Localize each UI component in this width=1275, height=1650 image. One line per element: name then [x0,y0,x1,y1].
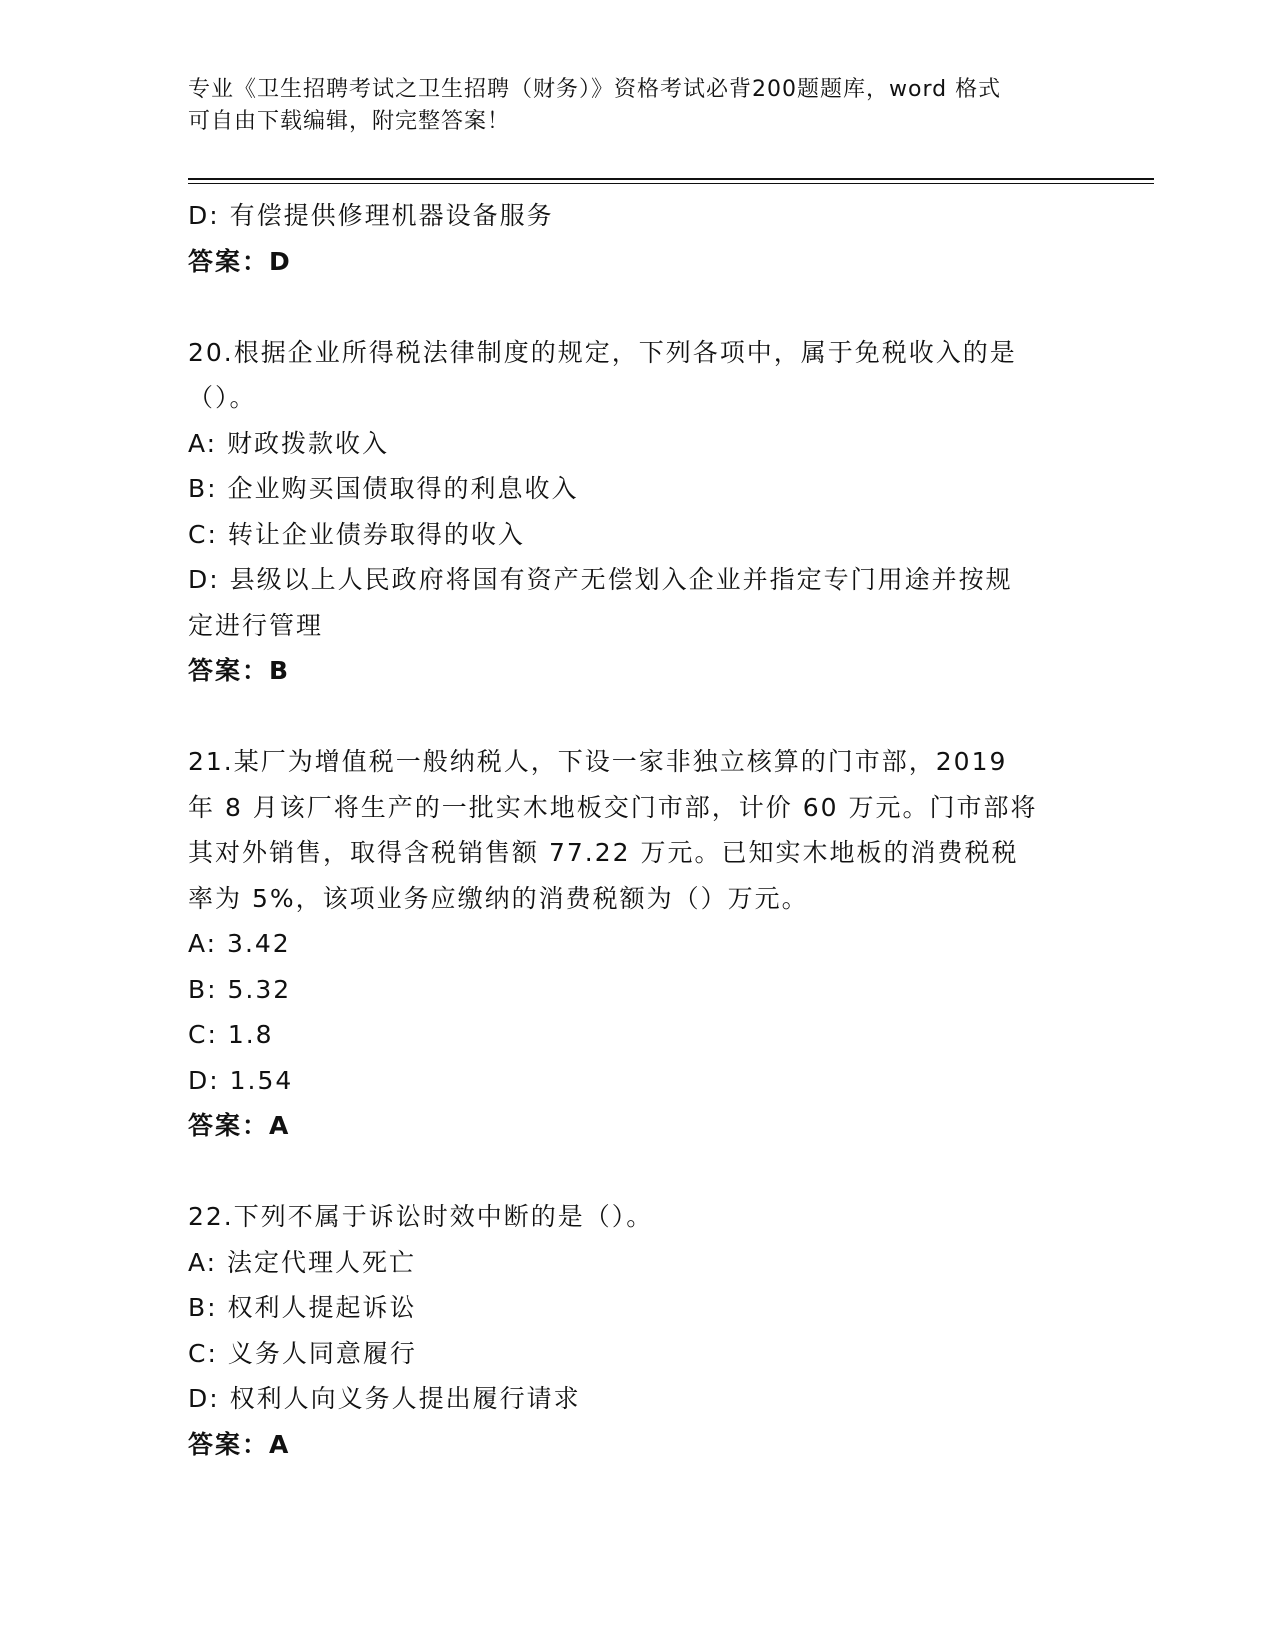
option-b: B: 企业购买国债取得的利息收入 [188,474,579,503]
option-c: C: 转让企业债券取得的收入 [188,519,525,549]
question-stem-line: 22.下列不属于诉讼时效中断的是（）。 [188,1202,654,1231]
header-line-1: 专业《卫生招聘考试之卫生招聘（财务）》资格考试必背200题题库，word 格式 [188,77,1002,102]
header-divider-thick [188,178,1154,180]
option-d: D: 县级以上人民政府将国有资产无偿划入企业并指定专门用途并按规 [188,565,1013,594]
option-a: A: 3.42 [188,929,291,958]
option-a: A: 财政拨款收入 [188,428,390,458]
question-19 [188,193,1088,284]
question-21 [188,739,1088,1149]
question-stem-line: 年 8 月该厂将生产的一批实木地板交门市部，计价 60 万元。门市部将 [188,792,1038,822]
option-d: D: 权利人向义务人提出履行请求 [188,1384,581,1413]
option-d: D: 1.54 [188,1065,294,1095]
question-20 [188,330,1088,694]
document-header [188,74,1088,138]
answer-label: 答案：B [188,656,291,685]
answer-label: 答案：A [188,1111,291,1140]
header-divider-thin [188,183,1154,184]
question-22 [188,1194,1088,1467]
spacer [188,694,1088,740]
question-stem-line: 20.根据企业所得税法律制度的规定，下列各项中，属于免税收入的是 [188,337,1017,367]
question-stem-line: 其对外销售，取得含税销售额 77.22 万元。已知实木地板的消费税税 [188,838,1019,867]
spacer [188,284,1088,330]
option-d: D: 有偿提供修理机器设备服务 [188,201,554,230]
option-c: C: 1.8 [188,1020,274,1049]
option-b: B: 权利人提起诉讼 [188,1293,417,1322]
question-stem-line: 21.某厂为增值税一般纳税人，下设一家非独立核算的门市部，2019 [188,747,1008,776]
option-d-continued: 定进行管理 [188,610,324,640]
question-stem-line: （）。 [188,383,257,412]
answer-label: 答案：D [188,246,292,276]
spacer [188,1149,1088,1195]
answer-label: 答案：A [188,1429,291,1459]
question-stem-line: 率为 5%，该项业务应缴纳的消费税额为（）万元。 [188,883,809,913]
option-a: A: 法定代理人死亡 [188,1247,417,1277]
header-line-2: 可自由下载编辑，附完整答案！ [188,109,511,134]
option-c: C: 义务人同意履行 [188,1338,417,1368]
option-b: B: 5.32 [188,974,292,1004]
question-list [188,193,1088,1467]
